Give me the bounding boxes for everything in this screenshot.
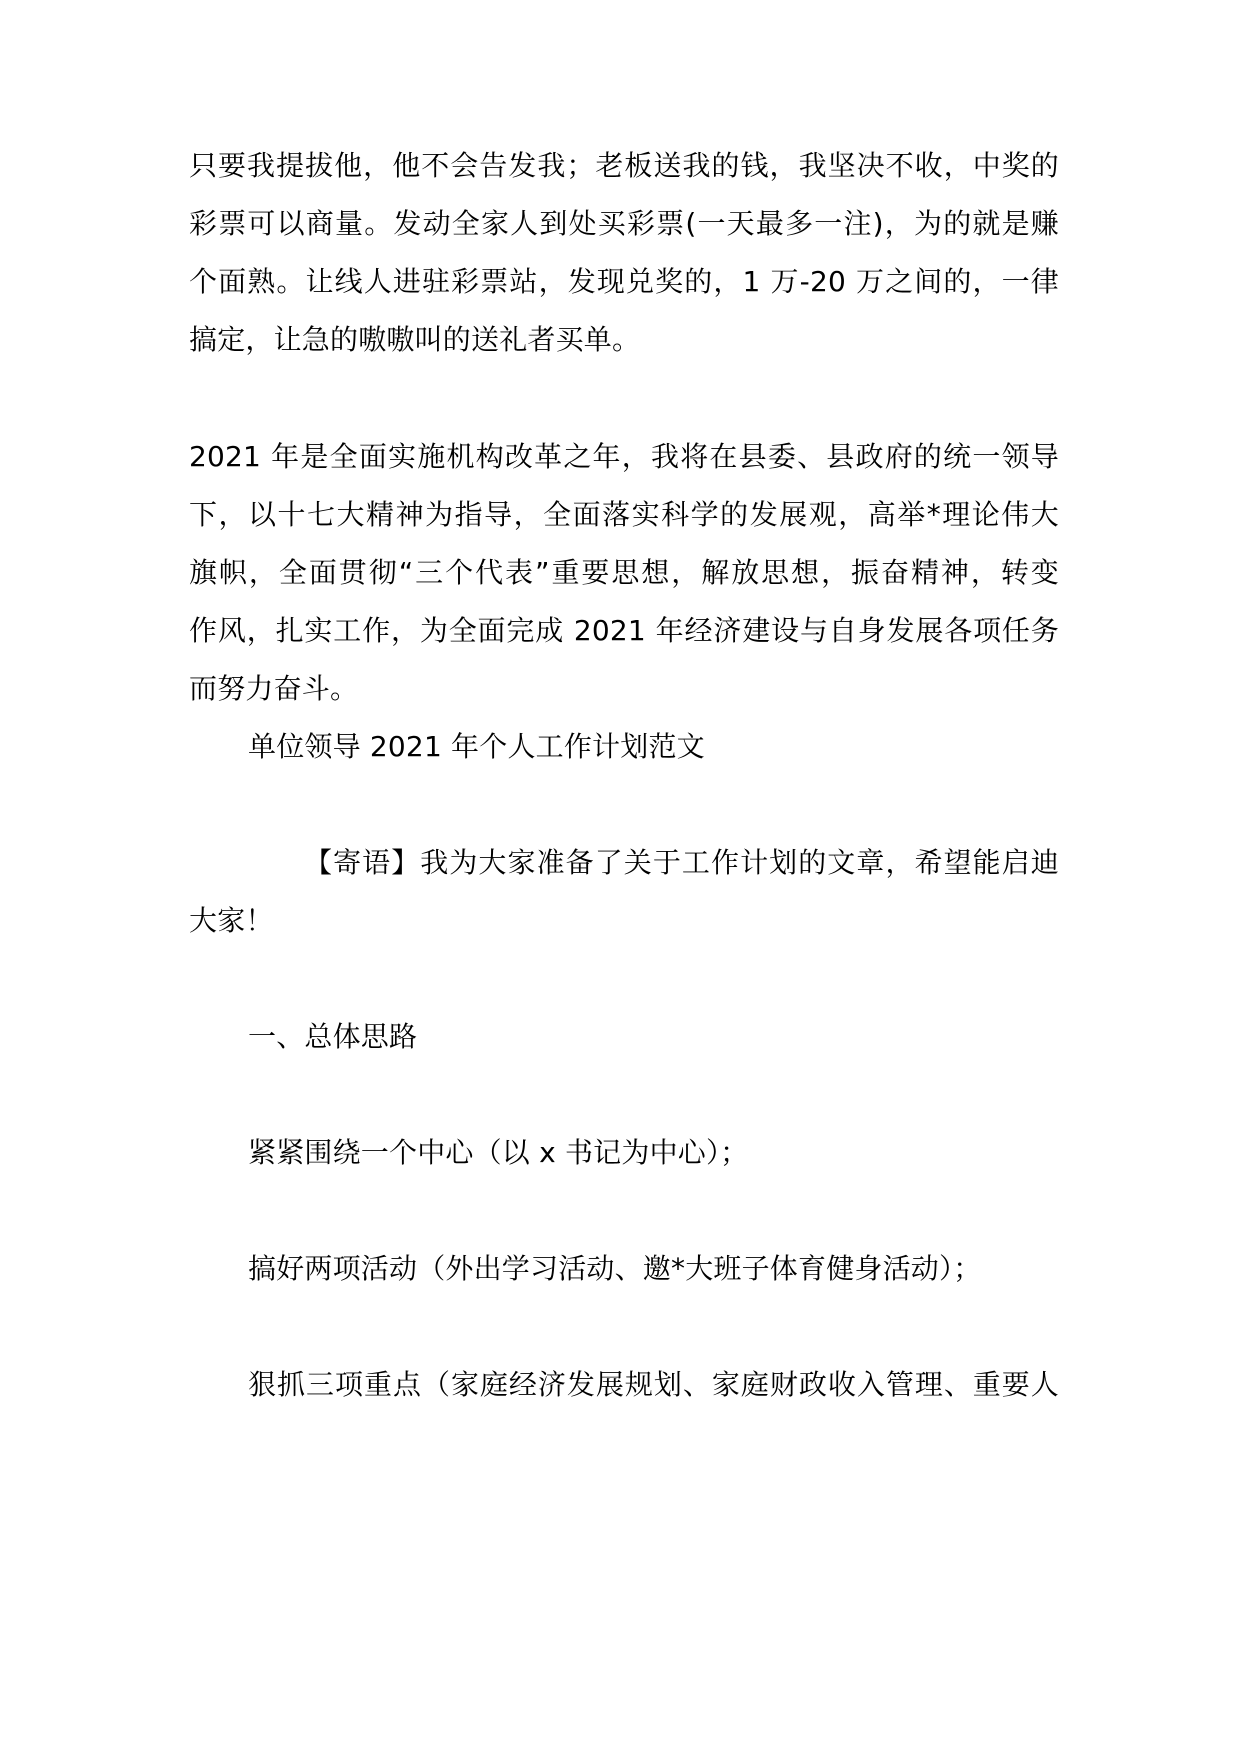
paragraph-line: 2021 年是全面实施机构改革之年，我将在县委、县政府的统一领导	[189, 440, 1059, 473]
paragraph-line: 下，以十七大精神为指导，全面落实科学的发展观，高举*理论伟大	[189, 498, 1059, 531]
paragraph-line: 紧紧围绕一个中心（以 x 书记为中心）；	[248, 1136, 749, 1169]
paragraph-line: 大家！	[189, 904, 274, 937]
section-heading: 一、总体思路	[248, 1020, 418, 1053]
paragraph-line: 搞定，让急的嗷嗷叫的送礼者买单。	[189, 323, 641, 356]
paragraph-line: 搞好两项活动（外出学习活动、邀*大班子体育健身活动）；	[248, 1252, 982, 1285]
paragraph-line: 个面熟。让线人进驻彩票站，发现兑奖的，1 万-20 万之间的，一律	[189, 265, 1059, 298]
paragraph-line: 而努力奋斗。	[189, 672, 359, 705]
paragraph-line: 彩票可以商量。发动全家人到处买彩票(一天最多一注)，为的就是赚	[189, 207, 1059, 240]
paragraph-line: 旗帜，全面贯彻“三个代表”重要思想，解放思想，振奋精神，转变	[189, 556, 1059, 589]
paragraph-line: 作风，扎实工作，为全面完成 2021 年经济建设与自身发展各项任务	[189, 614, 1059, 647]
paragraph-line: 只要我提拔他，他不会告发我；老板送我的钱，我坚决不收，中奖的	[189, 149, 1059, 182]
paragraph-line: 【寄语】我为大家准备了关于工作计划的文章，希望能启迪	[304, 846, 1059, 879]
paragraph-line: 狠抓三项重点（家庭经济发展规划、家庭财政收入管理、重要人	[248, 1368, 1059, 1401]
document-title: 单位领导 2021 年个人工作计划范文	[248, 730, 705, 763]
